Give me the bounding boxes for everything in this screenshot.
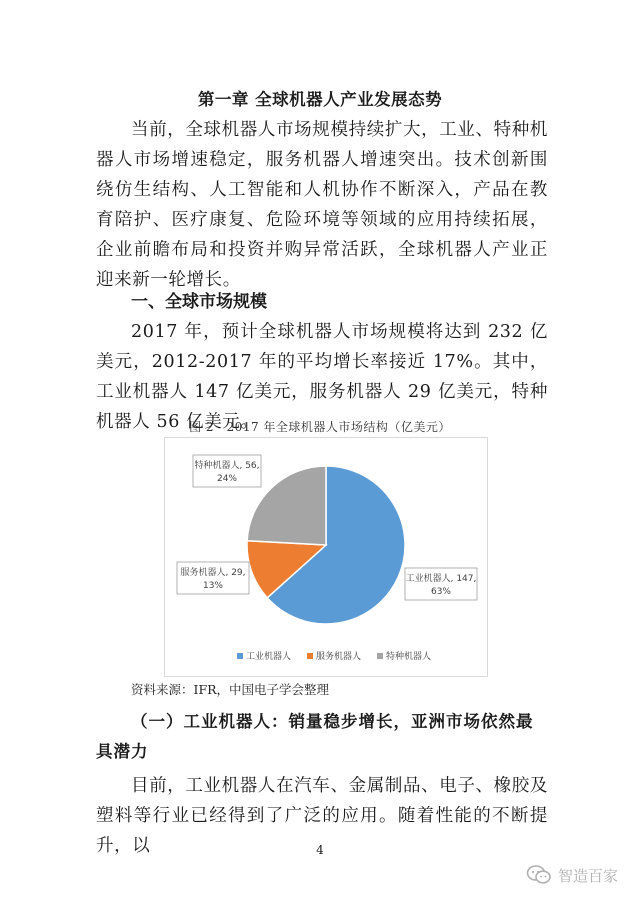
legend-swatch (377, 653, 383, 659)
data-label-text: 工业机器人, 147, (405, 574, 477, 584)
legend-label: 工业机器人 (246, 652, 292, 662)
market-paragraph: 2017 年，预计全球机器人市场规模将达到 232 亿美元，2012-2017 年的平均增长率接近 17%。其中，工业机器人 147 亿美元，服务机器人 29 亿美元，特种机器人 56 亿美元。 (96, 322, 548, 432)
watermark-text: 智造百家 (557, 866, 618, 885)
figure-caption: 图 2 2017 年全球机器人市场结构（亿美元） (189, 420, 451, 434)
data-label-text: 63% (430, 587, 452, 597)
body-paragraph: 目前，工业机器人在汽车、金属制品、电子、橡胶及塑料等行业已经得到了广泛的应用。随着性能的不断提升，以 (96, 776, 548, 856)
data-label-1 (405, 568, 477, 600)
wechat-icon (526, 864, 552, 886)
data-label-2 (177, 562, 249, 594)
section-heading: 一、全球市场规模 (131, 292, 267, 312)
page-number: 4 (316, 843, 324, 857)
legend-item-1 (237, 650, 291, 662)
source-note: 资料来源：IFR，中国电子学会整理 (131, 682, 330, 697)
legend-label: 服务机器人 (316, 652, 362, 662)
legend-item-3 (377, 650, 431, 662)
data-label-3 (193, 455, 261, 487)
data-label-text: 13% (202, 581, 224, 591)
watermark (526, 864, 618, 886)
intro-paragraph: 当前，全球机器人市场规模持续扩大，工业、特种机器人市场增速稳定，服务机器人增速突出。技术创新围绕仿生结构、人工智能和人机协作不断深入，产品在教育陪护、医疗康复、危险环境等领域的应用持续拓展，企业前瞻布局和投资并购异常活跃，全球机器人产业正迎来新一轮增长。 (96, 120, 548, 290)
legend-swatch (307, 653, 313, 659)
legend-item-2 (307, 650, 361, 662)
chapter-title: 第一章 全球机器人产业发展态势 (197, 90, 443, 109)
data-label-text: 24% (216, 474, 238, 484)
legend-swatch (237, 653, 243, 659)
data-label-text: 服务机器人, 29, (180, 568, 246, 578)
legend-label: 特种机器人 (386, 652, 432, 662)
subsection-heading: （一）工业机器人：销量稳步增长，亚洲市场依然最具潜力 (96, 712, 534, 761)
data-label-text: 特种机器人, 56, (194, 461, 260, 471)
pie-chart (164, 437, 488, 677)
pie-chart-svg (165, 438, 487, 676)
